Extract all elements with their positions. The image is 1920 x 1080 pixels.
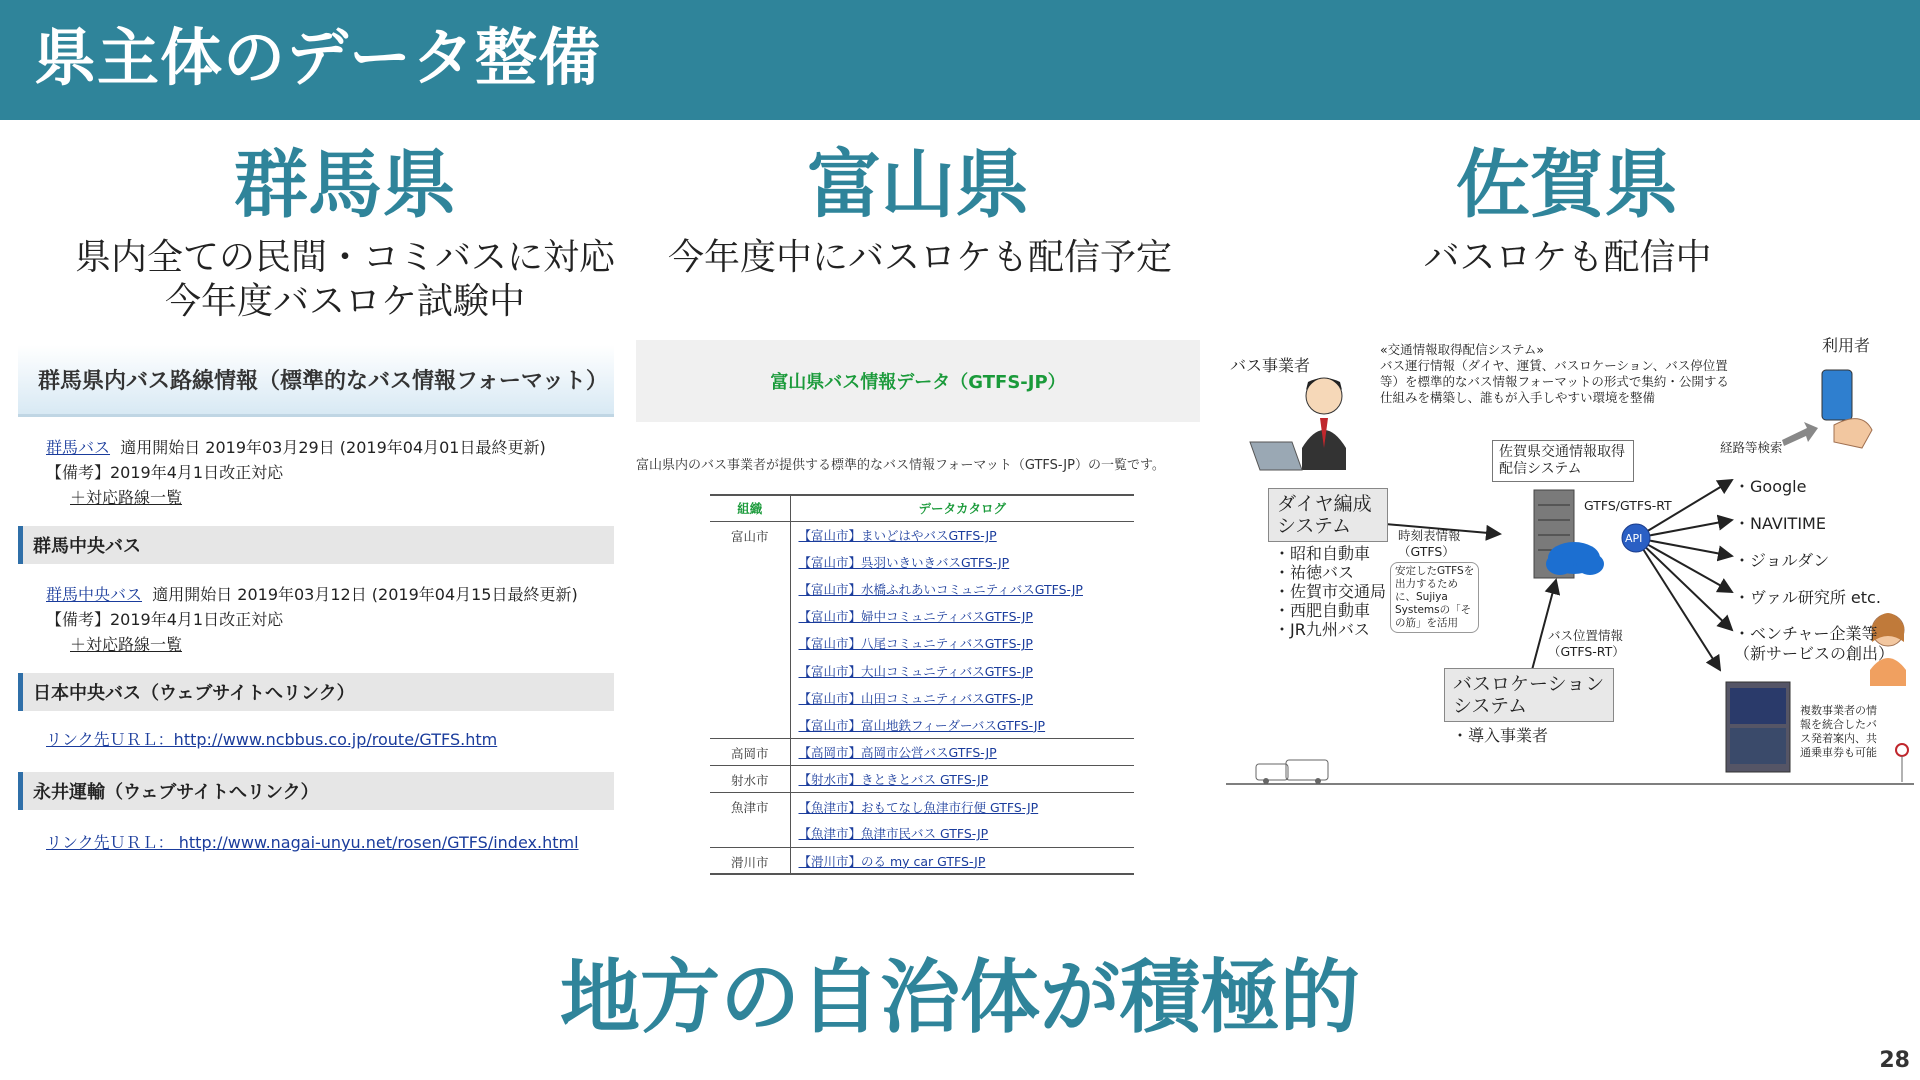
table-row (710, 603, 1134, 630)
system-desc-line: «交通情報取得配信システム» (1380, 342, 1545, 357)
table-cell-catalog-link[interactable]: 【富山市】富山地鉄フィーダーバスGTFS-JP (798, 717, 1046, 733)
table-cell-city (710, 575, 790, 602)
timetable-label-line: 時刻表情報 (1398, 528, 1461, 543)
external-url-link[interactable]: リンク先ＵＲＬ： http://www.nagai-unyu.net/rosen/GTFS/index.html (46, 833, 579, 852)
service-item: ・ヴァル研究所 etc. (1734, 588, 1881, 607)
gunma-section-header: 日本中央バス（ウェブサイトへリンク） (18, 673, 614, 711)
timetable-label (1398, 528, 1461, 560)
user-label: 利用者 (1822, 336, 1871, 355)
table-header-row (710, 495, 1134, 521)
busloc-system-box: バスロケーション システム (1444, 668, 1614, 722)
table-cell-city (710, 630, 790, 657)
service-item: ・ジョルダン (1734, 551, 1830, 570)
route-list-link[interactable]: ＋対応路線一覧 (70, 488, 183, 507)
gunma-section-header: 永井運輸（ウェブサイトへリンク） (18, 772, 614, 810)
table-cell-city: 高岡市 (710, 739, 790, 766)
timetable-label-line: （GTFS） (1398, 544, 1455, 559)
operator-item: ・昭和自動車 (1274, 544, 1371, 563)
gunma-entry (18, 417, 614, 510)
route-search-label: 経路等検索 (1720, 440, 1783, 455)
gunma-entry (18, 564, 614, 657)
central-system-line: 佐賀県交通情報取得 (1499, 444, 1625, 460)
gunma-bus-info-panel (18, 345, 614, 875)
table-cell-city (710, 820, 790, 847)
route-list-link[interactable]: ＋対応路線一覧 (70, 635, 183, 654)
signage-note-line: 通乗車券も可能 (1800, 746, 1877, 759)
service-item: ・Google (1734, 477, 1807, 496)
operator-item: ・JR九州バス (1274, 620, 1370, 639)
table-cell-catalog-link[interactable]: 【滑川市】のる my car GTFS-JP (790, 847, 1134, 874)
slide-tagline: 地方の自治体が積極的 (560, 951, 1360, 1044)
service-item: ・ベンチャー企業等 (1734, 624, 1878, 643)
pref-desc-line: 今年度バスロケ試験中 (164, 281, 525, 322)
busloc-label-line: バス位置情報 (1548, 628, 1624, 643)
gtfs-note-line: に、Sujiya (1395, 591, 1448, 603)
service-item: （新サービスの創出） (1734, 644, 1895, 663)
entry-info: 適用開始日 2019年03月12日 (2019年04月15日最終更新) (152, 585, 578, 604)
central-system-line: 配信システム (1499, 461, 1582, 477)
table-row (710, 847, 1134, 874)
gtfs-note-line: 出力するため (1395, 578, 1458, 590)
operator-item: ・祐徳バス (1274, 563, 1355, 582)
table-row (710, 711, 1134, 738)
table-cell-catalog-link[interactable]: 【射水市】きときとバス GTFS-JP (790, 766, 1134, 793)
system-desc-line: バス運行情報（ダイヤ、運賃、バスロケーション、バス停位置 (1380, 358, 1728, 373)
table-cell-city (710, 603, 790, 630)
entry-note: 【備考】2019年4月1日改正対応 (46, 463, 284, 482)
table-cell-catalog-link[interactable]: 【富山市】呉羽いきいきバスGTFS-JP (798, 554, 1010, 570)
gunma-section-header: 群馬中央バス (18, 526, 614, 564)
pref-desc-line: バスロケも配信中 (1423, 237, 1712, 278)
table-cell-city: 魚津市 (710, 793, 790, 820)
table-row (710, 739, 1134, 766)
table-cell-catalog-link[interactable]: 【富山市】大山コミュニティバスGTFS-JP (798, 663, 1033, 679)
pref-desc-saga (1290, 236, 1845, 280)
gtfs-note-line: Systemsの「そ (1395, 604, 1472, 616)
col-header-city: 組織 (710, 495, 790, 521)
table-cell-city: 射水市 (710, 766, 790, 793)
table-cell-city (710, 548, 790, 575)
table-row (710, 793, 1134, 820)
central-system-box (1492, 440, 1634, 482)
table-cell-city: 滑川市 (710, 847, 790, 874)
table-cell-catalog-link[interactable]: 【富山市】まいどはやバスGTFS-JP (798, 527, 997, 543)
operator-link[interactable]: 群馬中央バス (46, 585, 143, 604)
diagram-system-box: ダイヤ編成 システム (1268, 488, 1388, 542)
toyama-panel-header: 富山県バス情報データ（GTFS-JP） (636, 340, 1200, 422)
busloc-sub: ・導入事業者 (1452, 726, 1549, 745)
table-cell-catalog-link[interactable]: 【魚津市】おもてなし魚津市行便 GTFS-JP (790, 793, 1134, 820)
service-list (1734, 468, 1894, 664)
system-desc-line: 仕組みを構築し、誰もが入手しやすい環境を整備 (1380, 390, 1656, 405)
table-row (710, 575, 1134, 602)
entry-note: 【備考】2019年4月1日改正対応 (46, 610, 284, 629)
operator-label: バス事業者 (1230, 356, 1311, 375)
system-desc-line: 等）を標準的なバス情報フォーマットの形式で集約・公開する (1380, 374, 1729, 389)
operator-item: ・西肥自動車 (1274, 601, 1371, 620)
col-header-catalog: データカタログ (790, 495, 1134, 521)
table-row (710, 521, 1134, 548)
table-cell-catalog-link[interactable]: 【富山市】水橋ふれあいコミュニティバスGTFS-JP (798, 581, 1083, 597)
table-cell-city (710, 657, 790, 684)
table-row (710, 548, 1134, 575)
table-cell-catalog-link[interactable]: 【魚津市】魚津市民バス GTFS-JP (798, 826, 989, 842)
api-label: API (1625, 532, 1643, 545)
table-cell-catalog-link[interactable]: 【富山市】八尾コミュニティバスGTFS-JP (798, 636, 1033, 652)
service-item: ・NAVITIME (1734, 514, 1826, 533)
pref-desc-gunma (40, 236, 650, 324)
system-desc (1380, 342, 1729, 406)
external-url-link[interactable]: リンク先ＵＲＬ：http://www.ncbbus.co.jp/route/GTFS.htm (46, 730, 498, 749)
table-cell-city (710, 684, 790, 711)
entry-info: 適用開始日 2019年03月29日 (2019年04月01日最終更新) (120, 438, 546, 457)
pref-desc-line: 県内全ての民間・コミバスに対応 (74, 237, 615, 278)
toyama-bus-data-panel (636, 340, 1200, 880)
gtfs-note-line: 安定したGTFSを (1395, 565, 1475, 577)
table-row (710, 630, 1134, 657)
toyama-intro-text: 富山県内のバス事業者が提供する標準的なバス情報フォーマット（GTFS-JP）の一覧です。 (636, 458, 1165, 473)
table-row (710, 657, 1134, 684)
signage-note-line: 複数事業者の情 (1800, 704, 1877, 717)
gtfs-rt-label: GTFS/GTFS-RT (1584, 498, 1672, 513)
busloc-label (1548, 628, 1625, 660)
table-row (710, 766, 1134, 793)
operator-list (1274, 544, 1386, 639)
slide-title: 県主体のデータ整備 (34, 21, 602, 94)
gunma-panel-header: 群馬県内バス路線情報（標準的なバス情報フォーマット） (18, 345, 614, 417)
pref-name-toyama: 富山県 (807, 142, 1029, 228)
slide-header (0, 0, 1920, 120)
table-cell-catalog-link[interactable]: 【高岡市】高岡市公営バスGTFS-JP (790, 739, 1134, 766)
toyama-catalog-table (710, 494, 1134, 875)
pref-name-saga: 佐賀県 (1456, 142, 1678, 228)
busloc-label-line: （GTFS-RT） (1548, 644, 1625, 659)
gtfs-note-line: の筋」を活用 (1395, 617, 1458, 629)
page-number: 28 (1879, 1048, 1910, 1073)
signage-note-line: ス発着案内、共 (1800, 732, 1877, 745)
pref-name-gunma: 群馬県 (234, 142, 456, 228)
operator-item: ・佐賀市交通局 (1274, 582, 1387, 601)
pref-desc-line: 今年度中にバスロケも配信予定 (667, 237, 1172, 278)
table-cell-catalog-link[interactable]: 【富山市】山田コミュニティバスGTFS-JP (798, 690, 1033, 706)
table-cell-catalog-link[interactable]: 【富山市】婦中コミュニティバスGTFS-JP (798, 609, 1033, 625)
gtfs-note (1390, 562, 1479, 633)
table-row (710, 684, 1134, 711)
pref-desc-toyama (640, 236, 1200, 280)
signage-note (1800, 704, 1877, 760)
signage-note-line: 報を統合したバ (1800, 718, 1877, 731)
table-row (710, 820, 1134, 847)
table-cell-city: 富山市 (710, 521, 790, 548)
saga-system-diagram (1222, 330, 1914, 790)
operator-link[interactable]: 群馬バス (46, 438, 111, 457)
table-cell-city (710, 711, 790, 738)
